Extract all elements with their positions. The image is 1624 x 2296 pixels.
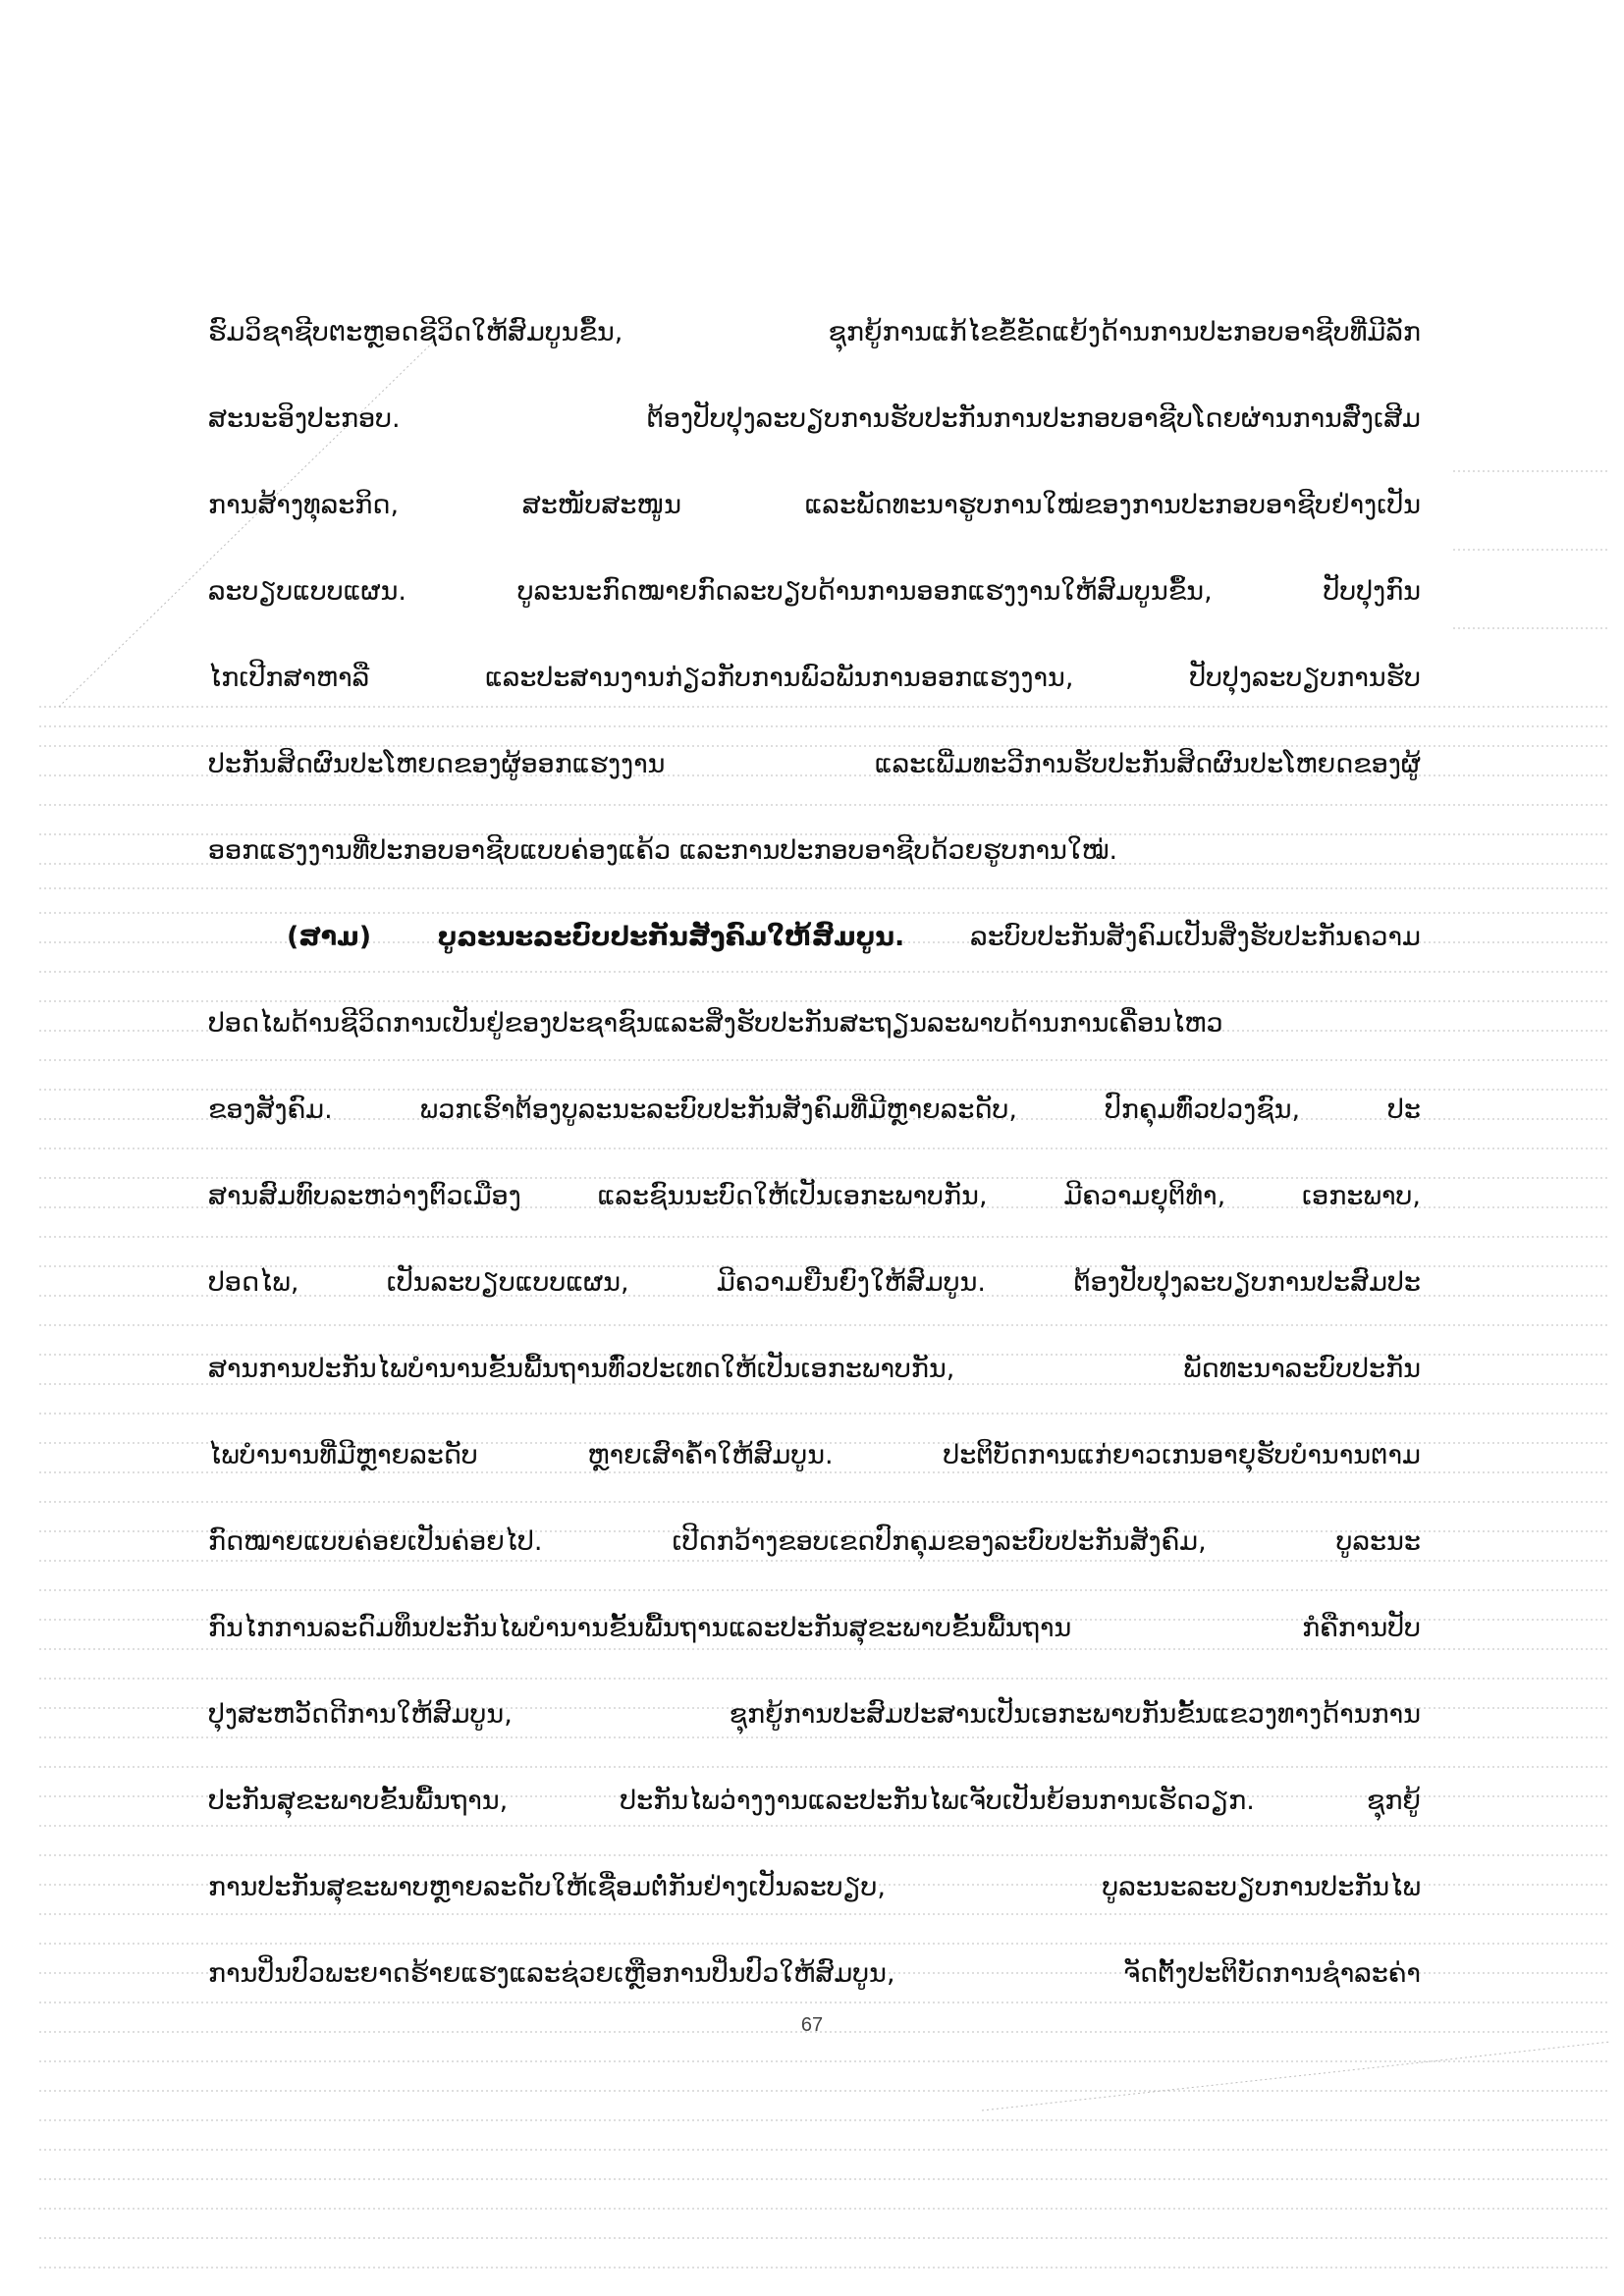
text-line: ກົນໄກການລະດົມທຶນປະກັນໄພບຳນານຂັ້ນພື້ນຖານແລະປະກັນສຸຂະພາບຂັ້ນພື້ນຖານ ກໍຄືການປັບ <box>208 1613 1421 1643</box>
text-line: ໄພບຳນານທີ່ມີຫຼາຍລະດັບ ຫຼາຍເສົາຄ້ຳໃຫ້ສົມບູນ. ປະຕິບັດການແກ່ຍາວເກນອາຍຸຮັບບຳນານຕາມ <box>208 1440 1421 1470</box>
text-line: ສະນະອິງປະກອບ. ຕ້ອງປັບປຸງລະບຽບການຮັບປະກັນການປະກອບອາຊີບໂດຍຜ່ານການສົ່ງເສີມ <box>208 403 1421 434</box>
text-line: ການສ້າງທຸລະກິດ, ສະໜັບສະໜູນ ແລະພັດທະນາຮູບການໃໝ່ຂອງການປະກອບອາຊີບຢ່າງເປັນ <box>208 490 1421 520</box>
text-line: ການປະກັນສຸຂະພາບຫຼາຍລະດັບໃຫ້ເຊື່ອມຕໍ່ກັນຢ່າງເປັນລະບຽບ, ບູລະນະລະບຽບການປະກັນໄພ <box>208 1872 1421 1902</box>
text-line: ປະກັນສຸຂະພາບຂັ້ນພື້ນຖານ, ປະກັນໄພວ່າງງານແລະປະກັນໄພເຈັບເປັນຍ້ອນການເຮັດວຽກ. ຊຸກຍູ້ <box>208 1786 1421 1816</box>
paragraph-heading-line <box>208 894 1421 981</box>
text-line: ປຸງສະຫວັດດີການໃຫ້ສົມບູນ, ຊຸກຍູ້ການປະສົມປະສານເປັນເອກະພາບກັນຂັ້ນແຂວງທາງດ້ານການ <box>208 1699 1421 1730</box>
text-line: ອອກແຮງງານທີ່ປະກອບອາຊີບແບບຄ່ອງແຄ້ວ ແລະການປະກອບອາຊີບດ້ວຍຮູບການໃໝ່. <box>208 835 1118 866</box>
text-line: ສານສົມທົບລະຫວ່າງຕົວເມືອງ ແລະຊົນນະບົດໃຫ້ເປັນເອກະພາບກັນ, ມີຄວາມຍຸຕິທຳ, ເອກະພາບ, <box>208 1181 1421 1211</box>
text-line: ຮົມວິຊາຊີບຕະຫຼອດຊີວິດໃຫ້ສົມບູນຂຶ້ນ, ຊຸກຍູ້ການແກ້ໄຂຂໍ້ຂັດແຍ້ງດ້ານການປະກອບອາຊີບທີ່ມີລັກ <box>208 317 1421 347</box>
text-line: ລະບຽບແບບແຜນ. ບູລະນະກົດໝາຍກົດລະບຽບດ້ານການອອກແຮງງານໃຫ້ສົມບູນຂຶ້ນ, ປັບປຸງກົນ <box>208 576 1421 607</box>
text-line: ປອດໄພດ້ານຊີວິດການເປັນຢູ່ຂອງປະຊາຊົນແລະສິ່ງຮັບປະກັນສະຖຽນລະພາບດ້ານການເຄື່ອນໄຫວ <box>208 1008 1223 1039</box>
body-text <box>208 290 1421 2017</box>
text-line: ສານການປະກັນໄພບຳນານຂັ້ນພື້ນຖານທົ່ວປະເທດໃຫ້ເປັນເອກະພາບກັນ, ພັດທະນາລະບົບປະກັນ <box>208 1354 1421 1384</box>
text-line: ກົດໝາຍແບບຄ່ອຍເປັນຄ່ອຍໄປ. ເປີດກວ້າງຂອບເຂດປົກຄຸມຂອງລະບົບປະກັນສັງຄົມ, ບູລະນະ <box>208 1526 1421 1557</box>
text-span: ລະບົບປະກັນສັງຄົມເປັນສິ່ງຮັບປະກັນຄວາມ <box>904 922 1421 952</box>
text-line: ປອດໄພ, ເປັນລະບຽບແບບແຜນ, ມີຄວາມຍືນຍົງໃຫ້ສົມບູນ. ຕ້ອງປັບປຸງລະບຽບການປະສົມປະ <box>208 1267 1421 1298</box>
text-line: ໄກເປີກສາຫາລື ແລະປະສານງານກ່ຽວກັບການພົວພັນການອອກແຮງງານ, ປັບປຸງລະບຽບການຮັບ <box>208 663 1421 693</box>
text-line: ປະກັນສິດຜົນປະໂຫຍດຂອງຜູ້ອອກແຮງງານ ແລະເພີ່ມທະວີການຮັບປະກັນສິດຜົນປະໂຫຍດຂອງຜູ້ <box>208 749 1421 779</box>
text-line: ການປິ່ນປົວພະຍາດຮ້າຍແຮງແລະຊ່ວຍເຫຼືອການປິ່ນປົວໃຫ້ສົມບູນ, ຈັດຕັ້ງປະຕິບັດການຊຳລະຄ່າ <box>208 1958 1421 1989</box>
text-line: ຂອງສັງຄົມ. ພວກເຮົາຕ້ອງບູລະນະລະບົບປະກັນສັງຄົມທີ່ມີຫຼາຍລະດັບ, ປົກຄຸມທົ່ວປວງຊົນ, ປະ <box>208 1095 1421 1125</box>
page-number: 67 <box>800 2014 824 2036</box>
section-heading: (ສາມ) ບູລະນະລະບົບປະກັນສັງຄົມໃຫ້ສົມບູນ. <box>287 922 905 952</box>
